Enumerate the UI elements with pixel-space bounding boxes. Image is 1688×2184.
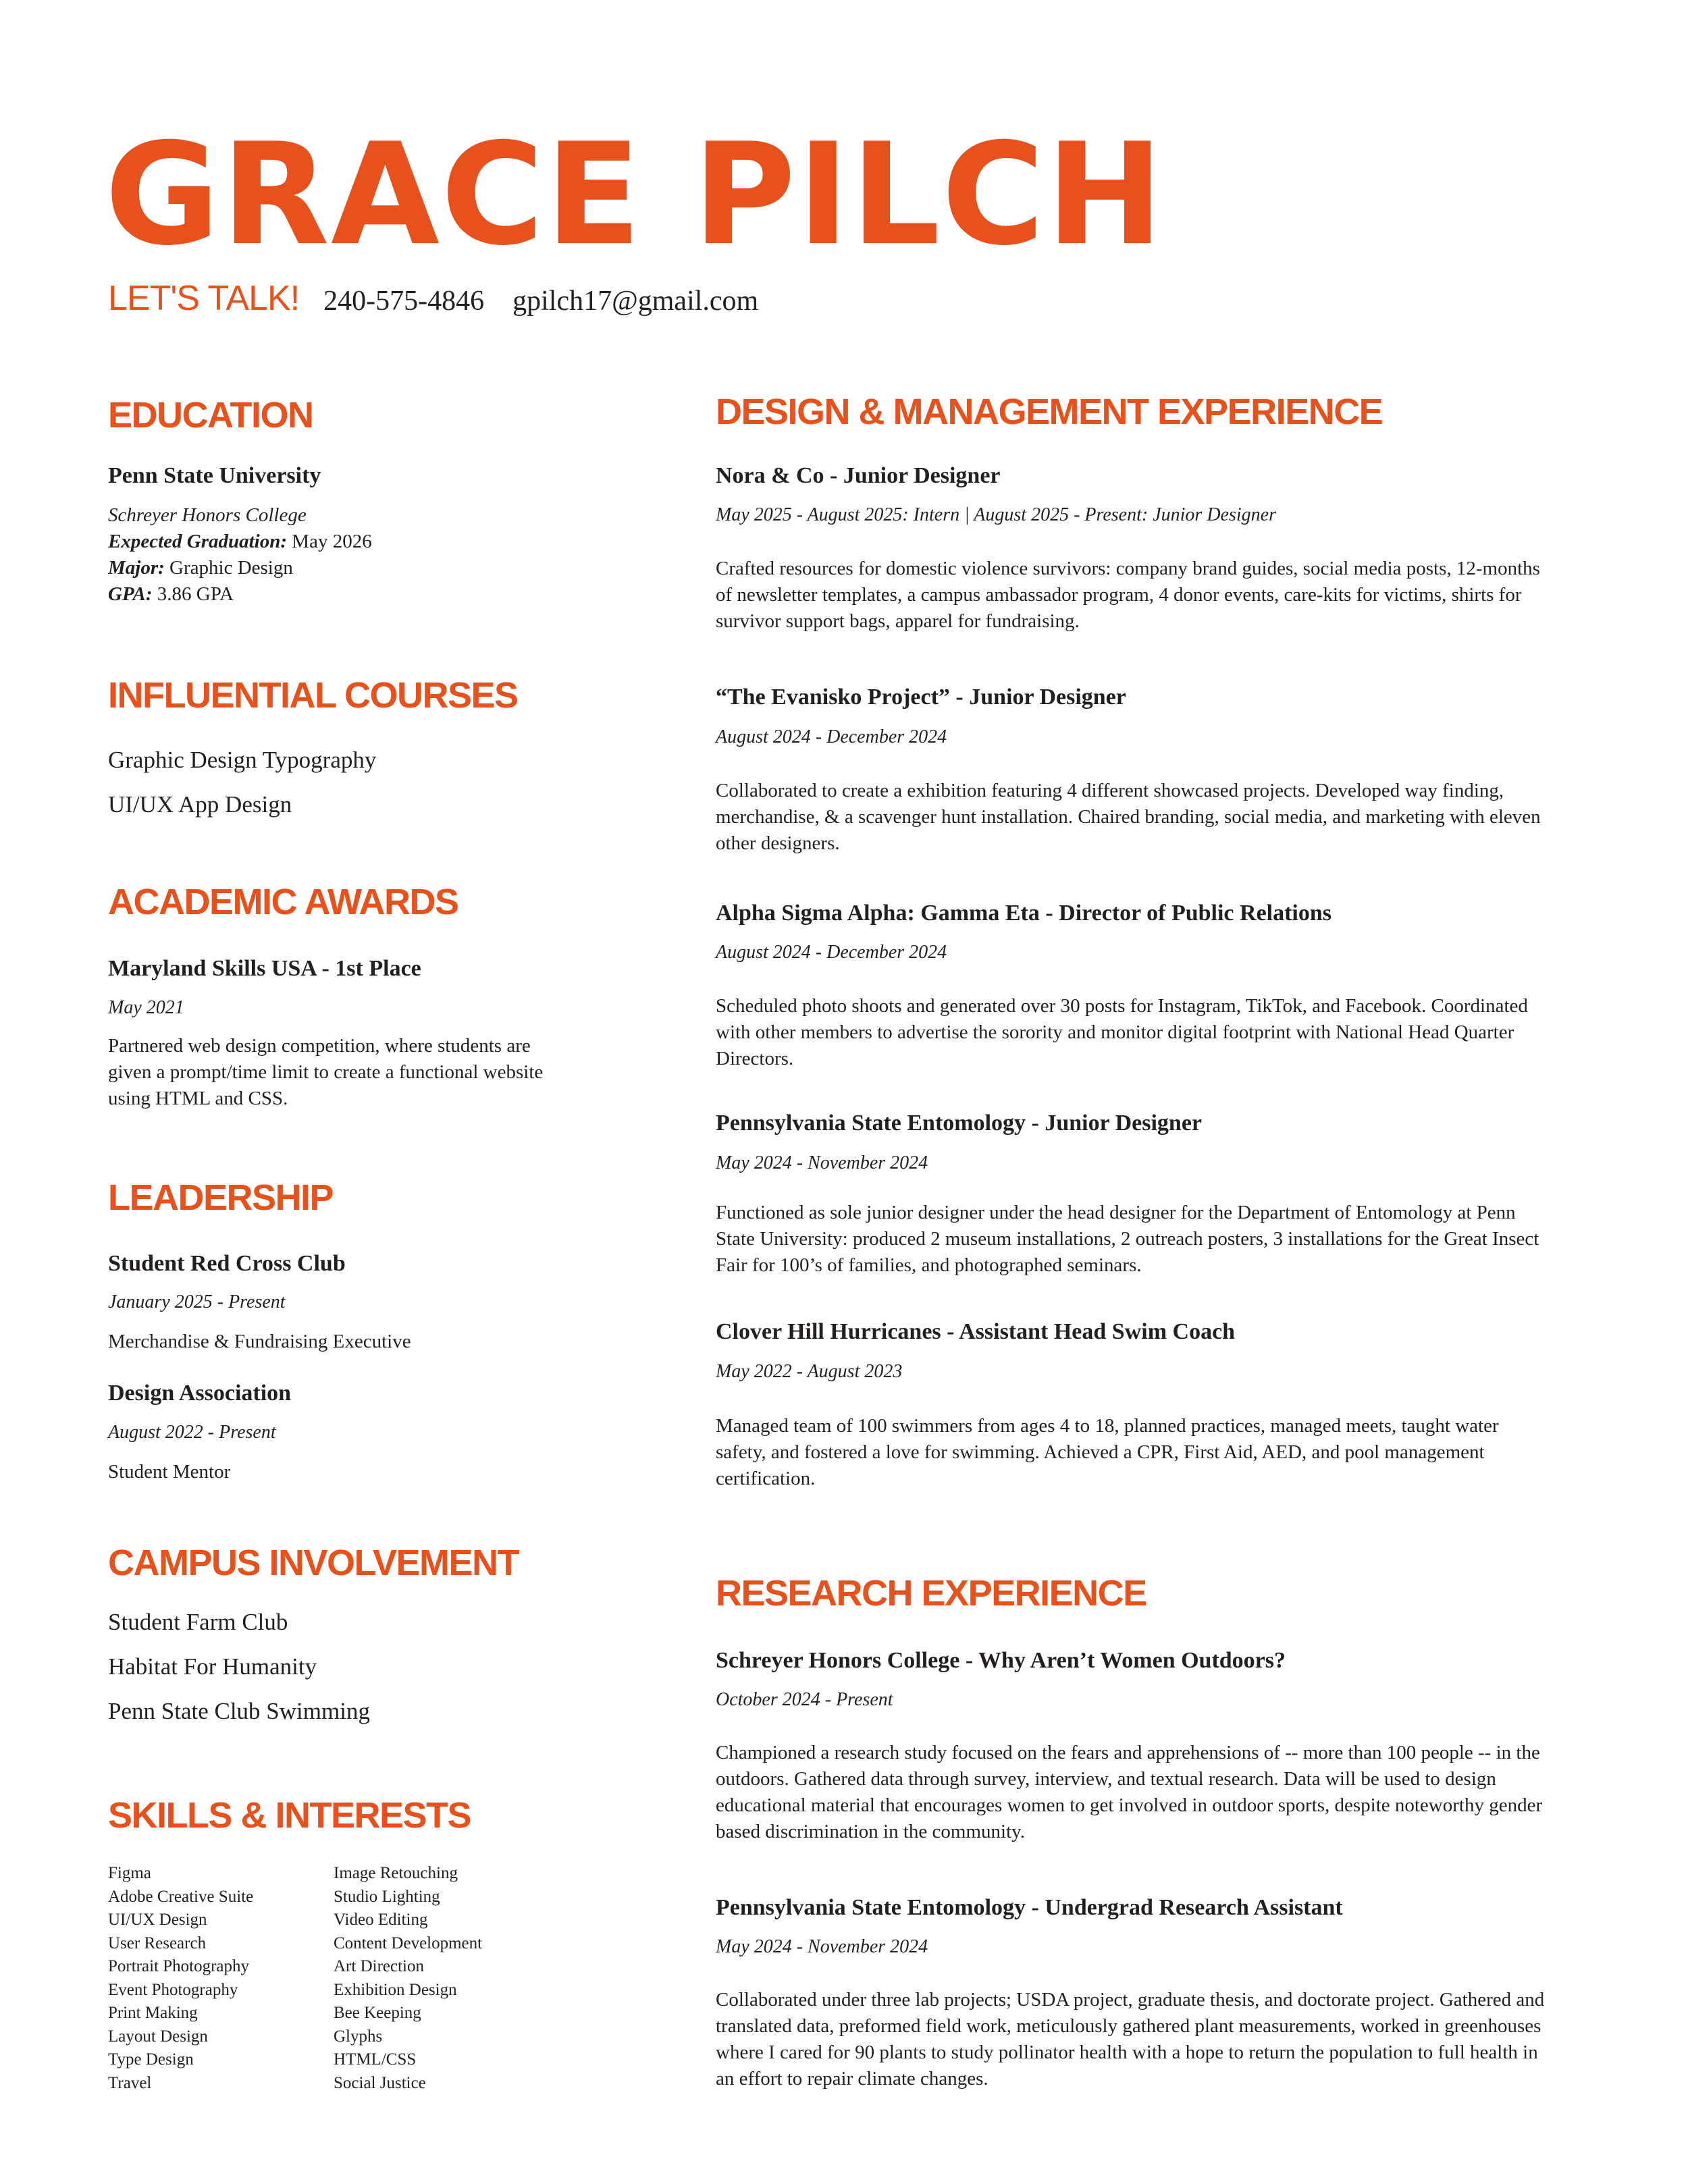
research-title: Pennsylvania State Entomology - Undergrad Research Assistant [716, 1895, 1343, 1920]
email-address: gpilch17@gmail.com [512, 286, 759, 317]
skill-item: Layout Design [108, 2027, 208, 2046]
skills-heading: SKILLS & INTERESTS [108, 1795, 471, 1836]
award-description: Partnered web design competition, where students are given a prompt/time limit to create a functional website using HTML and CSS. [108, 1035, 544, 1109]
skill-item: Event Photography [108, 1980, 238, 1999]
courses-list [108, 738, 376, 827]
leadership-role: Student Mentor [108, 1461, 231, 1483]
experience-date: May 2024 - November 2024 [716, 1152, 928, 1173]
major-label: Major: [108, 557, 165, 579]
skill-item: Type Design [108, 2050, 194, 2069]
experience-title: Pennsylvania State Entomology - Junior Designer [716, 1111, 1203, 1136]
research-description: Championed a research study focused on the fears and apprehensions of -- more than 100 people -- in the outdoors. Gathered data through survey, interview, and textual research. Data will be used to design educational material that encourages women to get involved in outdoor sports, despite noteworthy gender based discrimination in the community. [716, 1742, 1543, 1842]
research-date: October 2024 - Present [716, 1689, 893, 1710]
skill-item: Art Direction [334, 1957, 424, 1975]
leadership-title: Student Red Cross Club [108, 1251, 346, 1276]
experience-description: Collaborated to create a exhibition featuring 4 different showcased projects. Developed way finding, merchandise, & a scavenger hunt installation. Chaired branding, social media, and marketing with eleven other designers. [716, 780, 1541, 854]
skill-item: Portrait Photography [108, 1957, 250, 1975]
skill-item: Figma [108, 1864, 151, 1882]
campus-item: Student Farm Club [108, 1609, 288, 1635]
campus-list [108, 1600, 370, 1734]
lets-talk-label: LET'S TALK! [108, 279, 300, 318]
experience-title: Alpha Sigma Alpha: Gamma Eta - Director of Public Relations [716, 901, 1332, 926]
course-item: UI/UX App Design [108, 791, 292, 818]
experience-description: Scheduled photo shoots and generated over 30 posts for Instagram, TikTok, and Facebook. Coordinated with other members to advertise the sorority and monitor digital footprint with National Head Quarter Directors. [716, 995, 1528, 1069]
course-item: Graphic Design Typography [108, 747, 377, 773]
experience-title: Nora & Co - Junior Designer [716, 463, 1001, 488]
skill-item: UI/UX Design [108, 1911, 207, 1929]
skills-column-1 [108, 1862, 253, 2095]
skill-item: Print Making [108, 2004, 198, 2022]
experience-date: May 2022 - August 2023 [716, 1361, 903, 1382]
award-date: May 2021 [108, 997, 184, 1018]
education-college: Schreyer Honors College [108, 504, 307, 526]
skill-item: Studio Lighting [334, 1887, 440, 1906]
contact-line [108, 278, 787, 319]
leadership-heading: LEADERSHIP [108, 1177, 334, 1218]
design-experience-heading: DESIGN & MANAGEMENT EXPERIENCE [716, 392, 1383, 432]
skill-item: Content Development [334, 1934, 483, 1952]
gpa-value: 3.86 GPA [157, 583, 234, 605]
campus-item: Habitat For Humanity [108, 1653, 317, 1680]
awards-heading: ACADEMIC AWARDS [108, 882, 458, 922]
skill-item: HTML/CSS [334, 2050, 417, 2069]
skill-item: Travel [108, 2073, 152, 2092]
research-experience-heading: RESEARCH EXPERIENCE [716, 1573, 1146, 1614]
education-heading: EDUCATION [108, 395, 313, 435]
leadership-date: August 2022 - Present [108, 1422, 276, 1443]
research-date: May 2024 - November 2024 [716, 1936, 928, 1957]
experience-date: August 2024 - December 2024 [716, 726, 947, 747]
experience-date: August 2024 - December 2024 [716, 942, 947, 963]
experience-description: Managed team of 100 swimmers from ages 4 to 18, planned practices, managed meets, taught water safety, and fostered a love for swimming. Achieved a CPR, First Aid, AED, and pool management certification. [716, 1415, 1499, 1489]
campus-heading: CAMPUS INVOLVEMENT [108, 1543, 519, 1583]
skill-item: User Research [108, 1934, 207, 1952]
experience-description: Crafted resources for domestic violence survivors: company brand guides, social media posts, 12-months of newsletter templates, a campus ambassador program, 4 donor events, care-kits for victims, shirts for survivor support bags, apparel for fundraising. [716, 558, 1540, 632]
skill-item: Exhibition Design [334, 1980, 457, 1999]
campus-item: Penn State Club Swimming [108, 1698, 370, 1724]
graduation-value: May 2026 [292, 531, 372, 552]
skill-item: Social Justice [334, 2073, 426, 2092]
experience-title: Clover Hill Hurricanes - Assistant Head Swim Coach [716, 1319, 1236, 1344]
leadership-title: Design Association [108, 1381, 292, 1406]
skill-item: Adobe Creative Suite [108, 1887, 254, 1906]
leadership-role: Merchandise & Fundraising Executive [108, 1331, 411, 1352]
major-value: Graphic Design [169, 557, 293, 579]
gpa-label: GPA: [108, 583, 153, 605]
award-title: Maryland Skills USA - 1st Place [108, 956, 421, 981]
skill-item: Image Retouching [334, 1864, 458, 1882]
experience-title: “The Evanisko Project” - Junior Designer [716, 685, 1126, 710]
experience-description: Functioned as sole junior designer under the head designer for the Department of Entomology at Penn State University: produced 2 museum installations, 2 outreach posters, 3 installations for the Great Insect Fair for 100’s of families, and photographed seminars. [716, 1202, 1539, 1276]
research-title: Schreyer Honors College - Why Aren’t Women Outdoors? [716, 1648, 1286, 1673]
courses-heading: INFLUENTIAL COURSES [108, 675, 518, 716]
name-heading: GRACE PILCH [105, 113, 1165, 277]
education-details [108, 502, 372, 608]
skills-column-2 [334, 1862, 482, 2095]
phone-number: 240-575-4846 [323, 286, 485, 317]
graduation-label: Expected Graduation: [108, 531, 288, 552]
skill-item: Glyphs [334, 2027, 383, 2046]
skill-item: Video Editing [334, 1911, 428, 1929]
education-school: Penn State University [108, 463, 321, 488]
research-description: Collaborated under three lab projects; USDA project, graduate thesis, and doctorate project. Gathered and translated data, preformed field work, meticulously gathered plant measurements, worked in greenhouses where I cared for 90 plants to study pollinator health with a hope to return the population to full health in an effort to repair climate changes. [716, 1989, 1545, 2089]
leadership-date: January 2025 - Present [108, 1291, 286, 1312]
experience-date: May 2025 - August 2025: Intern | August 2025 - Present: Junior Designer [716, 504, 1276, 525]
skill-item: Bee Keeping [334, 2004, 421, 2022]
